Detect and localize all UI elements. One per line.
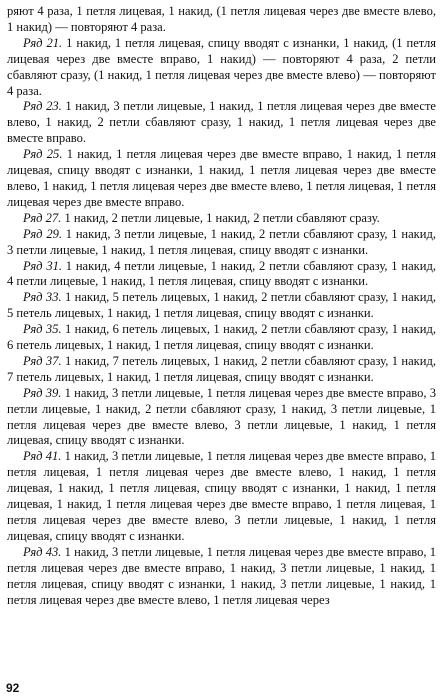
page-number: 92 (6, 681, 20, 695)
paragraph-text: 1 накид, 3 петли лицевые, 1 петля лицевая через две вместе вправо, 1 петля лицевая, 1 петля лицевая через две вместе влево, 1 накид, 1 петля лицевая, 1 накид, 1 петля лицевая, спицу вводят с изнанки, 1 накид, 1 петля лицевая, 1 накид, 1 петля лицевая через две вместе вправо, 1 петля лицевая, 1 петля лицевая через две вместе влево, 3 петли лицевые, 1 накид, 1 петля лицевая, спицу вводят с изнанки. (7, 449, 436, 543)
row-label: Ряд 25. (23, 147, 63, 162)
paragraph-text: 1 накид, 1 петля лицевая через две вместе вправо, 1 накид, 1 петля лицевая, спицу вводят с изнанки, 1 накид, 1 петля лицевая через две вместе влево, 1 накид, 1 петля лицевая через две вместе влево, 1 петля лицевая, 1 петля лицевая через две вместе вправо. (7, 147, 436, 209)
paragraph-row-37 (7, 354, 436, 386)
paragraph-text: 1 накид, 1 петля лицевая, спицу вводят с изнанки, 1 накид, (1 петля лицевая через две вместе вправо, 1 накид) — повторяют 4 раза, 2 петли сбавляют сразу, (1 накид, 1 петля лицевая через две вместе влево) — повторяют 4 раза. (7, 35, 436, 98)
page-text (7, 4, 436, 608)
row-label: Ряд 37. (23, 353, 62, 368)
paragraph-row-31 (7, 259, 436, 291)
paragraph-row-35 (7, 322, 436, 354)
paragraph-text: 1 накид, 2 петли лицевые, 1 накид, 2 петли сбавляют сразу. (61, 210, 380, 225)
paragraph-text: 1 накид, 7 петель лицевых, 1 накид, 2 петли сбавляют сразу, 1 накид, 7 петель лицевых, 1 накид, 1 петля лицевая, спицу вводят с изнанки. (7, 353, 436, 384)
paragraph-text: 1 накид, 4 петли лицевые, 1 накид, 2 петли сбавляют сразу, 1 накид, 4 петли лицевые, 1 накид, 1 петля лицевая, спицу вводят с изнанки. (7, 258, 436, 289)
row-label: Ряд 39. (23, 385, 62, 400)
paragraph-row-23 (7, 99, 436, 147)
row-label: Ряд 35. (23, 322, 62, 337)
row-label: Ряд 21. (23, 35, 63, 50)
row-label: Ряд 27. (23, 210, 62, 225)
row-label: Ряд 41. (23, 449, 62, 464)
paragraph-text: 1 накид, 3 петли лицевые, 1 петля лицевая через две вместе вправо, 1 петля лицевая через две вместе вправо, 1 накид, 3 петли лицевые, 1 накид, 1 петля лицевая, спицу вводят с изнанки, 1 накид, 3 петли лицевые, 1 накид, 1 петля лицевая через две вместе влево, 1 петля лицевая через (7, 544, 436, 607)
paragraph-row-27 (7, 211, 436, 227)
row-label: Ряд 31. (23, 258, 62, 273)
paragraph-text: 1 накид, 3 петли лицевые, 1 накид, 2 петли сбавляют сразу, 1 накид, 3 петли лицевые, 1 накид, 1 петля лицевая, спицу вводят с изнанки. (7, 226, 436, 257)
row-label: Ряд 29. (23, 226, 62, 241)
paragraph-row-43 (7, 545, 436, 609)
paragraph-text: ряют 4 раза, 1 петля лицевая, 1 накид, (1 петля лицевая через две вместе влево, 1 накид) — повторяют 4 раза. (7, 4, 436, 34)
paragraph-row-29 (7, 227, 436, 259)
row-label: Ряд 43. (23, 544, 62, 559)
paragraph-row-21 (7, 36, 436, 100)
paragraph-row-39 (7, 386, 436, 450)
paragraph-text: 1 накид, 3 петли лицевые, 1 накид, 1 петля лицевая через две вместе влево, 1 накид, 2 петли сбавляют сразу, 1 накид, 1 петля лицевая через две вместе вправо. (7, 99, 436, 146)
paragraph-row-41 (7, 449, 436, 544)
paragraph-continuation (7, 4, 436, 36)
row-label: Ряд 33. (23, 290, 62, 305)
paragraph-row-25 (7, 147, 436, 211)
paragraph-text: 1 накид, 5 петель лицевых, 1 накид, 2 петли сбавляют сразу, 1 накид, 5 петель лицевых, 1 накид, 1 петля лицевая, спицу вводят с изнанки. (7, 290, 436, 321)
paragraph-text: 1 накид, 6 петель лицевых, 1 накид, 2 петли сбавляют сразу, 1 накид, 6 петель лицевых, 1 накид, 1 петля лицевая, спицу вводят с изнанки. (7, 322, 436, 353)
row-label: Ряд 23. (23, 99, 62, 114)
paragraph-text: 1 накид, 3 петли лицевые, 1 петля лицевая через две вместе вправо, 3 петли лицевые, 1 накид, 2 петли сбавляют сразу, 1 накид, 3 петли лицевые, 1 петля лицевая через две вместе влево, 3 петли лицевые, 1 накид, 1 петля лицевая, спицу вводят с изнанки. (7, 385, 436, 448)
paragraph-row-33 (7, 290, 436, 322)
